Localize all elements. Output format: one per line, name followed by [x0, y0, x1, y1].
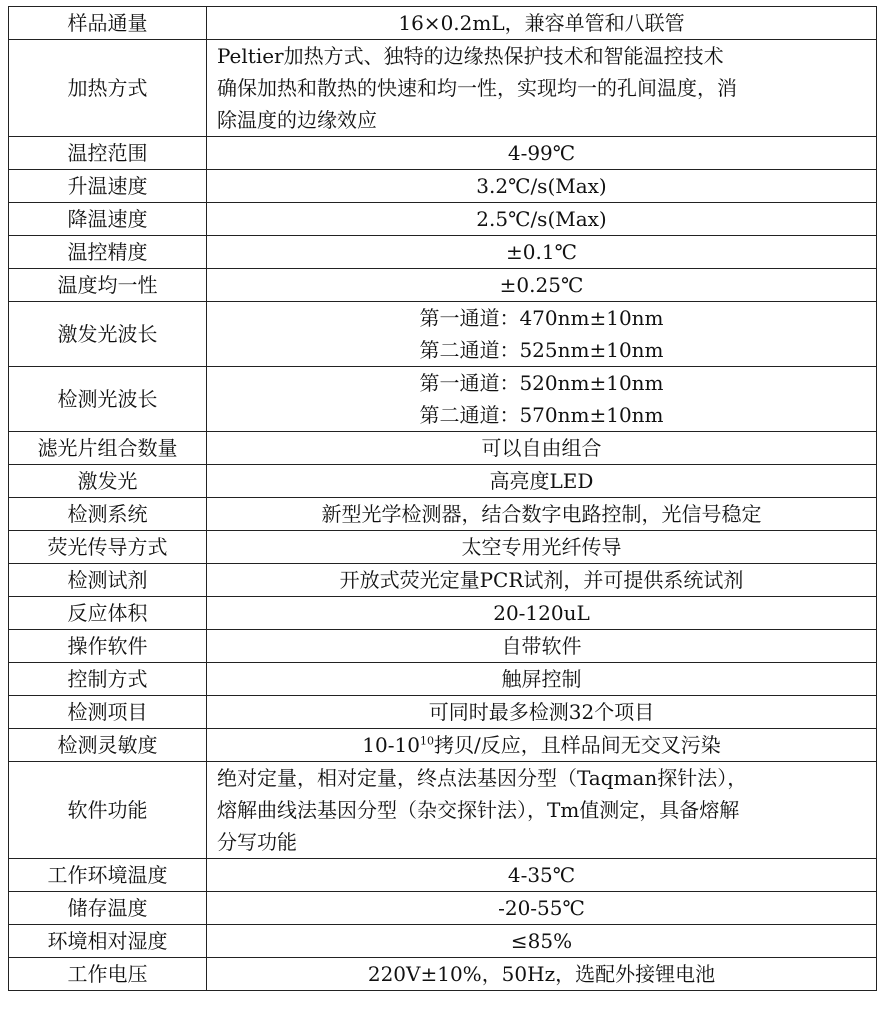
value-line: 熔解曲线法基因分型（杂交探针法），Tm值测定，具备熔解: [217, 798, 740, 822]
row-label: 反应体积: [9, 597, 207, 630]
table-row: [9, 432, 877, 465]
row-label: 温控精度: [9, 236, 207, 269]
value-line: 第二通道：525nm±10nm: [419, 338, 664, 362]
row-label: 温度均一性: [9, 269, 207, 302]
table-row: [9, 170, 877, 203]
row-label: 加热方式: [9, 40, 207, 137]
value-line: 第一通道：520nm±10nm: [419, 371, 664, 395]
value-line: 分写功能: [217, 830, 297, 854]
row-label: 工作环境温度: [9, 859, 207, 892]
value-line: Peltier加热方式、独特的边缘热保护技术和智能温控技术: [217, 44, 724, 68]
value-line: 除温度的边缘效应: [217, 108, 377, 132]
row-label: 控制方式: [9, 663, 207, 696]
row-value: [207, 367, 877, 432]
sensitivity-suffix: 拷贝/反应，且样品间无交叉污染: [433, 733, 721, 757]
table-row: [9, 269, 877, 302]
value-line: 第二通道：570nm±10nm: [419, 403, 664, 427]
table-row: [9, 696, 877, 729]
row-value: 开放式荧光定量PCR试剂，并可提供系统试剂: [207, 564, 877, 597]
row-value: ≤85%: [207, 925, 877, 958]
table-row: [9, 762, 877, 859]
row-label: 储存温度: [9, 892, 207, 925]
value-line: 第一通道：470nm±10nm: [419, 306, 664, 330]
row-label: 滤光片组合数量: [9, 432, 207, 465]
row-label: 检测灵敏度: [9, 729, 207, 762]
row-label: 升温速度: [9, 170, 207, 203]
table-row: [9, 40, 877, 137]
row-label: 工作电压: [9, 958, 207, 991]
table-row: [9, 663, 877, 696]
table-row: [9, 729, 877, 762]
row-value: 可以自由组合: [207, 432, 877, 465]
value-line: 绝对定量，相对定量，终点法基因分型（Taqman探针法），: [217, 766, 748, 790]
row-label: 检测系统: [9, 498, 207, 531]
table-row: [9, 465, 877, 498]
row-value: 4-35℃: [207, 859, 877, 892]
table-row: [9, 892, 877, 925]
row-label: 检测试剂: [9, 564, 207, 597]
row-value: 16×0.2mL，兼容单管和八联管: [207, 7, 877, 40]
value-line: 确保加热和散热的快速和均一性，实现均一的孔间温度，消: [217, 76, 737, 100]
row-label: 检测项目: [9, 696, 207, 729]
row-value: 可同时最多检测32个项目: [207, 696, 877, 729]
row-label: 检测光波长: [9, 367, 207, 432]
row-value: 新型光学检测器，结合数字电路控制，光信号稳定: [207, 498, 877, 531]
table-row: [9, 925, 877, 958]
table-row: [9, 859, 877, 892]
row-value: [207, 302, 877, 367]
table-row: [9, 236, 877, 269]
row-value: [207, 729, 877, 762]
table-row: [9, 630, 877, 663]
row-value: [207, 762, 877, 859]
row-value: 高亮度LED: [207, 465, 877, 498]
table-row: [9, 367, 877, 432]
row-value: 触屏控制: [207, 663, 877, 696]
row-value: 2.5℃/s(Max): [207, 203, 877, 236]
spec-table: [8, 6, 877, 991]
row-value: ±0.1℃: [207, 236, 877, 269]
row-label: 降温速度: [9, 203, 207, 236]
table-row: [9, 137, 877, 170]
row-label: 环境相对湿度: [9, 925, 207, 958]
row-value: -20-55℃: [207, 892, 877, 925]
row-value: 20-120uL: [207, 597, 877, 630]
table-row: [9, 564, 877, 597]
table-row: [9, 203, 877, 236]
table-row: [9, 302, 877, 367]
sensitivity-prefix: 10-10: [362, 733, 420, 757]
table-row: [9, 958, 877, 991]
row-label: 激发光波长: [9, 302, 207, 367]
row-value: ±0.25℃: [207, 269, 877, 302]
row-value: 自带软件: [207, 630, 877, 663]
row-value: 220V±10%，50Hz，选配外接锂电池: [207, 958, 877, 991]
row-value: 太空专用光纤传导: [207, 531, 877, 564]
table-row: [9, 7, 877, 40]
row-label: 样品通量: [9, 7, 207, 40]
row-value: 3.2℃/s(Max): [207, 170, 877, 203]
row-label: 软件功能: [9, 762, 207, 859]
row-value: 4-99℃: [207, 137, 877, 170]
sensitivity-exponent: 10: [419, 734, 434, 748]
table-row: [9, 531, 877, 564]
row-label: 荧光传导方式: [9, 531, 207, 564]
row-label: 激发光: [9, 465, 207, 498]
table-row: [9, 498, 877, 531]
row-label: 温控范围: [9, 137, 207, 170]
row-label: 操作软件: [9, 630, 207, 663]
table-row: [9, 597, 877, 630]
row-value: [207, 40, 877, 137]
